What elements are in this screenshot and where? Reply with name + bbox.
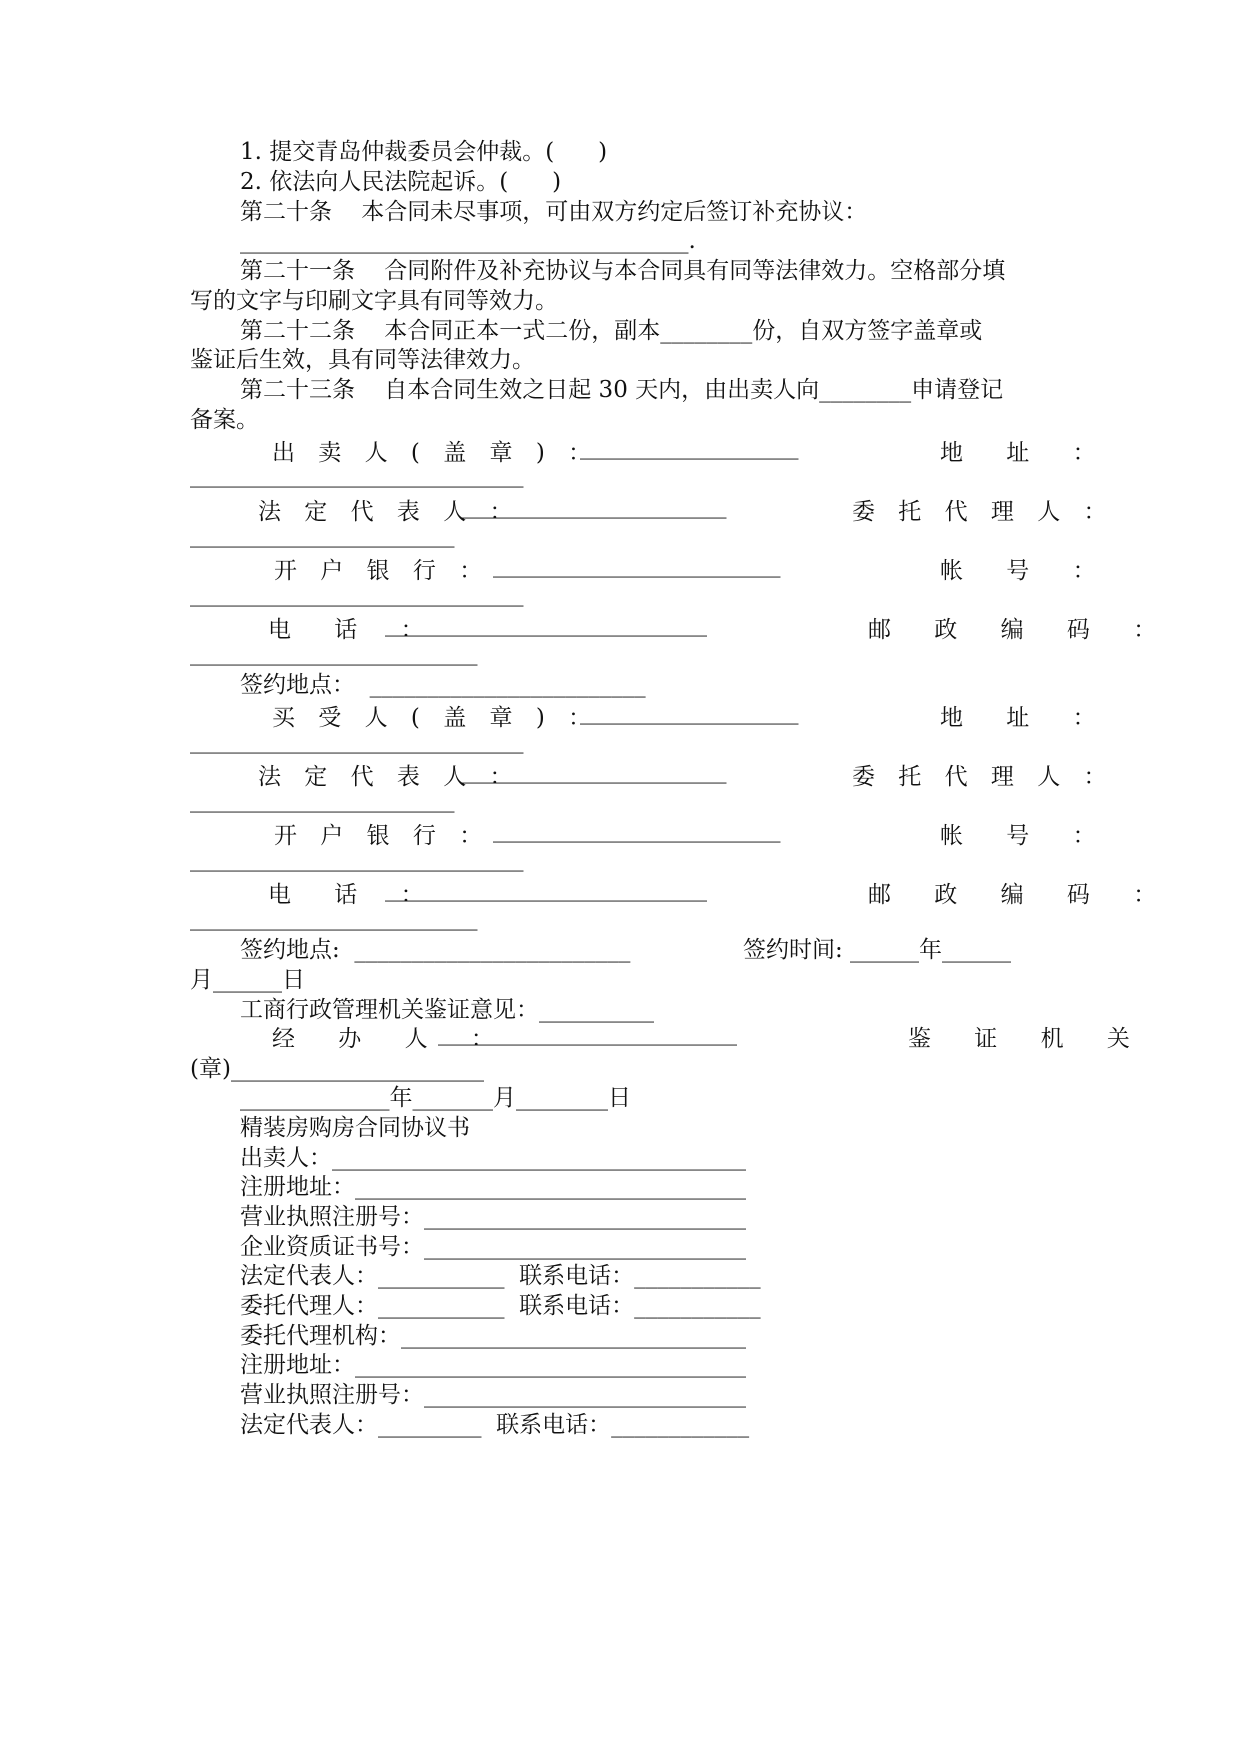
agreement-qualification-no: 企业资质证书号：____________________________ [240, 1234, 746, 1260]
verification-date: _____________年_______月________日 [240, 1085, 631, 1111]
seller-phone-blank: ____________________________ [385, 611, 707, 637]
buyer-zip-blank: _________________________ [190, 905, 478, 931]
buyer-party-blank: ___________________ [580, 699, 799, 725]
seller-rep-blank: _______________________ [462, 493, 727, 519]
seller-rep-label: 法 定 代 表 人 ： [258, 499, 521, 525]
article-20-blank: _______________________________________. [240, 228, 696, 254]
article-21-line1: 第二十一条 合同附件及补充协议与本合同具有同等法律效力。空格部分填 [240, 258, 1006, 284]
seller-bank-blank: _________________________ [493, 552, 781, 578]
article-23-line2: 备案。 [190, 407, 259, 433]
agreement-license-no: 营业执照注册号：____________________________ [240, 1204, 746, 1230]
agreement-agency-rep-phone: 法定代表人：_________ 联系电话：____________ [240, 1412, 750, 1438]
seller-party-label: 出 卖 人 ( 盖 章 ) ： [272, 440, 600, 466]
seller-agent-blank: _______________________ [190, 522, 455, 548]
buyer-phone-blank: ____________________________ [385, 876, 707, 902]
article-23-line1: 第二十三条 自本合同生效之日起 30 天内，由出卖人向________申请登记 [240, 377, 1004, 403]
seller-bank-label: 开 户 银 行 ： [274, 558, 491, 584]
verification-org-label: 鉴 证 机 关 [908, 1026, 1148, 1052]
agreement-rep-phone: 法定代表人：___________ 联系电话：___________ [240, 1263, 761, 1289]
buyer-agent-label: 委 托 代 理 人 ： [852, 764, 1115, 790]
buyer-party-label: 买 受 人 ( 盖 章 ) ： [272, 705, 600, 731]
buyer-bank-blank: _________________________ [493, 817, 781, 843]
agreement-agent-phone: 委托代理人：___________ 联系电话：___________ [240, 1293, 761, 1319]
buyer-signing-time: 签约时间: ______年______ [743, 937, 1012, 963]
buyer-signing-place: 签约地点: ________________________ [240, 937, 631, 963]
article-20-line1: 第二十条 本合同未尽事项，可由双方约定后签订补充协议： [240, 199, 868, 225]
buyer-rep-blank: _______________________ [462, 758, 727, 784]
seller-signing-place: 签约地点： ________________________ [240, 672, 646, 698]
buyer-account-blank: _____________________________ [190, 846, 524, 872]
agreement-agency-license-no: 营业执照注册号：____________________________ [240, 1382, 746, 1408]
verification-opinion: 工商行政管理机关鉴证意见：__________ [240, 997, 654, 1023]
buyer-bank-label: 开 户 银 行 ： [274, 823, 491, 849]
seller-account-blank: _____________________________ [190, 581, 524, 607]
seller-zip-blank: _________________________ [190, 640, 478, 666]
buyer-address-blank: _____________________________ [190, 728, 524, 754]
handler-label: 经 办 人 ： [272, 1026, 512, 1052]
seller-zip-label: 邮 政 编 码 ： [868, 617, 1175, 643]
seller-phone-label: 电 话 ： [268, 617, 442, 643]
article-21-line2: 写的文字与印刷文字具有同等效力。 [190, 288, 558, 314]
buyer-rep-label: 法 定 代 表 人 ： [258, 764, 521, 790]
buyer-phone-label: 电 话 ： [268, 882, 442, 908]
agreement-seller: 出卖人：____________________________________ [240, 1145, 746, 1171]
seller-account-label: 帐 号 ： [940, 558, 1114, 584]
arbitration-option-2: 2. 依法向人民法院起诉。( ) [240, 169, 562, 195]
handler-blank: __________________________ [438, 1020, 737, 1046]
buyer-agent-blank: _______________________ [190, 787, 455, 813]
seller-agent-label: 委 托 代 理 人 ： [852, 499, 1115, 525]
verification-org-seal: (章)______________________ [190, 1056, 484, 1082]
article-22-line1: 第二十二条 本合同正本一式二份，副本________份，自双方签字盖章或 [240, 318, 983, 344]
buyer-address-label: 地 址 ： [940, 705, 1114, 731]
seller-address-label: 地 址 ： [940, 440, 1114, 466]
buyer-signing-time-cont: 月______日 [190, 967, 305, 993]
agreement-title: 精装房购房合同协议书 [240, 1115, 470, 1141]
arbitration-option-1: 1. 提交青岛仲裁委员会仲裁。( ) [240, 139, 608, 165]
article-22-line2: 鉴证后生效，具有同等法律效力。 [190, 347, 535, 373]
seller-party-blank: ___________________ [580, 434, 799, 460]
buyer-zip-label: 邮 政 编 码 ： [868, 882, 1175, 908]
agreement-reg-address: 注册地址：__________________________________ [240, 1174, 746, 1200]
agreement-agency-reg-address: 注册地址：__________________________________ [240, 1352, 746, 1378]
agreement-agency: 委托代理机构：______________________________ [240, 1323, 746, 1349]
buyer-account-label: 帐 号 ： [940, 823, 1114, 849]
seller-address-blank: _____________________________ [190, 462, 524, 488]
